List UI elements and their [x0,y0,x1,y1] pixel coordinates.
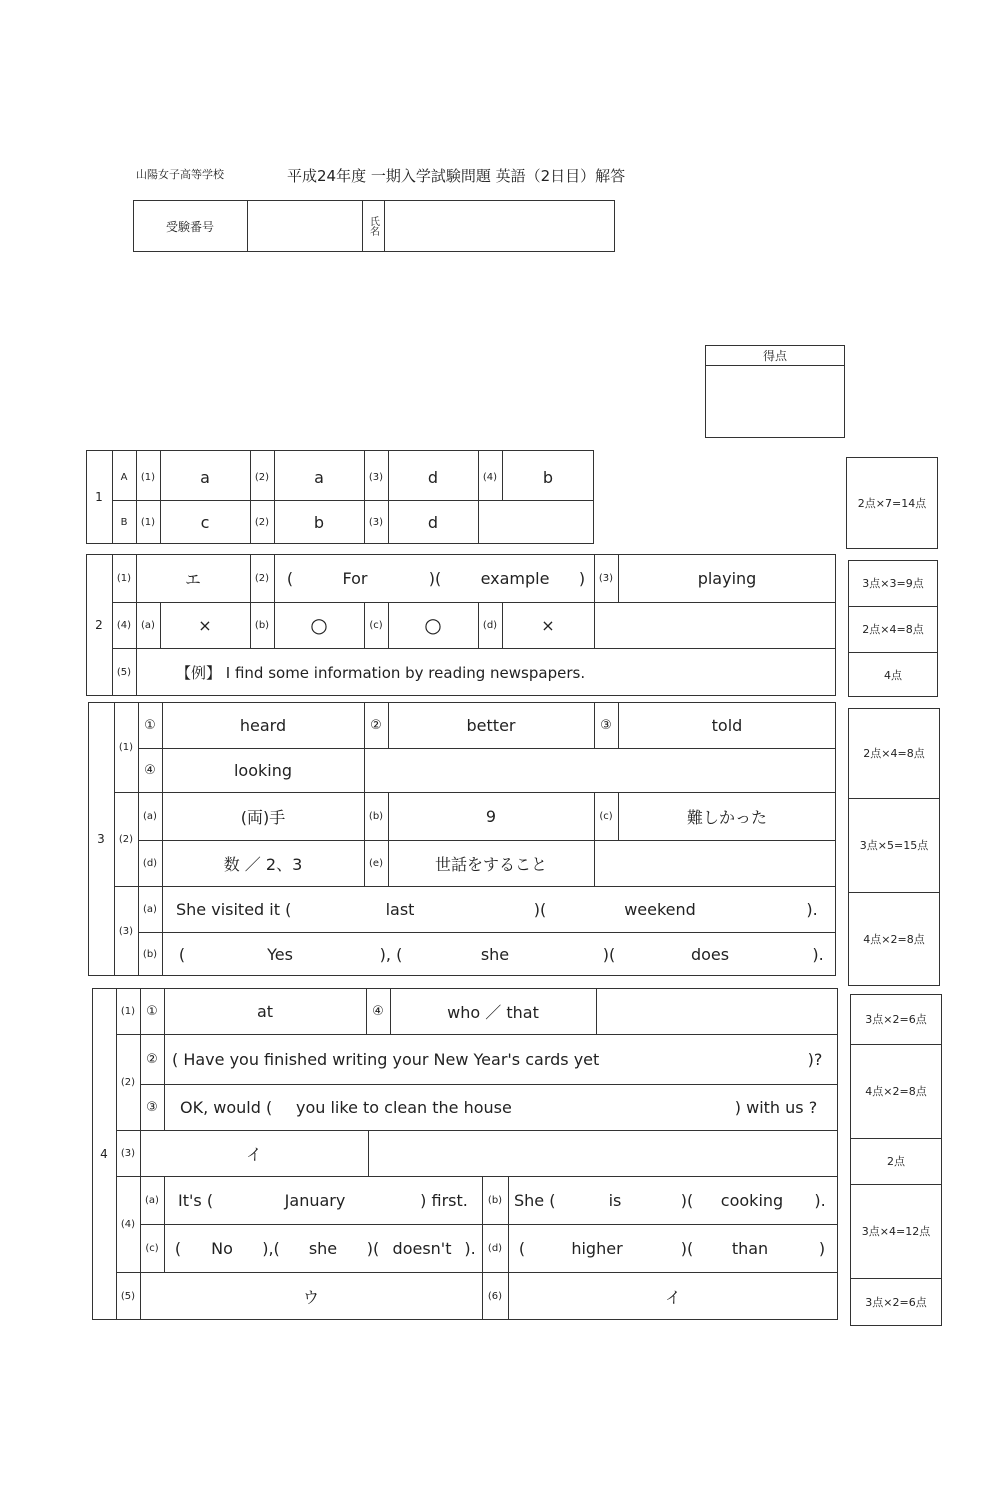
q1-A2-answer[interactable]: a [314,467,324,487]
q3-points-2: 3点×5=15点 [859,839,929,852]
q4-p4d-word2[interactable]: than [731,1238,769,1258]
q3-p3a-label: (a) [143,903,157,915]
q4-p4a-end: ) first. [420,1190,468,1210]
q4-points-3: 2点 [887,1155,905,1168]
q2-number: 2 [95,618,103,632]
q3-p2-item-label: (c) [599,810,613,822]
q1-B2-answer[interactable]: b [313,512,325,532]
q3-p2-label: (2) [118,833,134,845]
q3-p1-label: (1) [118,741,134,753]
score-field[interactable] [706,366,844,437]
q3-p1-item-label: ③ [600,717,612,733]
q4-points-5: 3点×2=6点 [865,1296,927,1309]
q3-p3b-mid2: )( [602,944,616,964]
q4-p2b-end: ) with us ? [734,1097,818,1117]
q4-p6-label: (6) [487,1290,503,1302]
q4-p4c-word3[interactable]: doesn't [392,1238,452,1258]
q4-p4a-prefix: It's ( [178,1190,214,1210]
q4-p1-label: (1) [120,1005,136,1017]
q4-p4c-word1[interactable]: No [211,1238,233,1258]
q4-p2-label: (2) [120,1076,136,1088]
q2-p5-label: (5) [116,666,132,678]
q1-A3-answer[interactable]: d [427,467,439,487]
q4-p4c-mid1: ),( [262,1238,280,1258]
q4-p4-label: (4) [120,1218,136,1230]
q3-p3-label: (3) [118,925,134,937]
q2-p4-item-label: (c) [369,619,383,631]
q4-p4c-end: ). [464,1238,476,1258]
q3-p3b-word3[interactable]: does [690,944,730,964]
q3-p1-2-answer[interactable]: better [466,715,516,735]
q4-p2b-prefix: OK, would ( [180,1097,273,1117]
q2-p4-item-label: (d) [482,619,498,631]
q3-p3b-word2[interactable]: she [480,944,510,964]
q4-p4b-mid: )( [680,1190,694,1210]
q1-A-item-label: (1) [140,471,156,483]
q4-p2a-end: )? [807,1049,823,1069]
q4-p4c-mid2: )( [366,1238,380,1258]
q3-p3a-prefix: She visited it ( [176,899,292,919]
q4-p1-1-answer[interactable]: at [256,1001,274,1021]
q4-p1-item-label: ① [146,1003,158,1019]
q4-p4c-open: ( [174,1238,182,1258]
q3-p1-item-label: ② [370,717,382,733]
q4-p4d-open: ( [518,1238,526,1258]
q2-points-1: 3点×3=9点 [862,577,924,590]
q2-p4-item-label: (b) [254,619,270,631]
q4-p5-label: (5) [120,1290,136,1302]
page-title: 平成24年度 一期入学試験問題 英語（2日目）解答 [287,167,626,185]
q2-p2-word1[interactable]: For [342,568,368,588]
q3-points-3: 4点×2=8点 [863,933,925,946]
name-field[interactable] [385,201,614,251]
q4-p4b-prefix: She ( [514,1190,556,1210]
q2-p2-label: (2) [254,572,270,584]
score-label: 得点 [762,348,787,363]
q2-points-2: 2点×4=8点 [862,623,924,636]
q1-B3-answer[interactable]: d [427,512,439,532]
q1-A-item-label: (4) [482,471,498,483]
q4-p6-answer[interactable]: イ [664,1287,681,1307]
q4-p4b-label: (b) [487,1194,503,1206]
q3-p1-3-answer[interactable]: told [711,715,743,735]
q4-p4d-label: (d) [487,1242,503,1254]
q1-B-item-label: (3) [368,516,384,528]
q4-p4c-label: (c) [145,1242,159,1254]
q4-p4b-end: ). [814,1190,826,1210]
q3-p1-item-label: ① [144,717,156,733]
exam-number-label: 受験番号 [165,219,214,234]
q3-p3a-word1[interactable]: last [385,899,415,919]
q2-p2-close-paren: ) [578,568,586,588]
q3-p1-4-answer[interactable]: looking [233,760,293,780]
q4-p2a-label: ② [146,1051,158,1067]
q3-p3b-label: (b) [142,948,158,960]
q1-A1-answer[interactable]: a [200,467,210,487]
q3-p3a-mid: )( [533,899,547,919]
q2-p5-answer[interactable]: 【例】 I find some information by reading newspapers. [176,663,586,682]
q1-number: 1 [95,490,103,504]
q4-p4c-word2[interactable]: she [308,1238,338,1258]
q3-p3b-word1[interactable]: Yes [267,944,293,964]
q3-p3a-end: ). [806,899,818,919]
q3-p1-1-answer[interactable]: heard [239,715,287,735]
q3-p2c-answer[interactable]: 難しかった [686,807,767,827]
school-name: 山陽女子高等学校 [136,168,224,181]
q2-p1-label: (1) [116,572,132,584]
q2-p2-open-paren: ( [286,568,294,588]
q4-points-2: 4点×2=8点 [865,1085,927,1098]
q4-p4d-word1[interactable]: higher [571,1238,623,1258]
q3-p2a-answer[interactable]: (両)手 [240,807,286,827]
q2-p4d-answer[interactable]: × [541,615,555,635]
q4-p5-answer[interactable]: ウ [302,1287,319,1307]
q3-p2b-answer[interactable]: 9 [485,806,497,826]
q1-A-label: A [120,471,128,483]
q4-number: 4 [100,1147,108,1161]
q3-p2e-answer[interactable]: 世話をすること [434,854,547,874]
q2-p4-item-label: (a) [141,619,155,631]
q3-p3a-word2[interactable]: weekend [624,899,696,919]
q2-p3-label: (3) [598,572,614,584]
q1-points: 2点×7=14点 [857,497,927,510]
q4-p4d-end: ) [818,1238,826,1258]
q3-p3b-end: ). [812,944,824,964]
q2-p4-label: (4) [116,619,132,631]
q3-p2-item-label: (d) [142,857,158,869]
q1-A-item-label: (3) [368,471,384,483]
q1-B-label: B [120,516,128,528]
q1-B-item-label: (1) [140,516,156,528]
q1-A-item-label: (2) [254,471,270,483]
q4-p3-answer[interactable]: イ [245,1144,262,1164]
q4-p4b-word2[interactable]: cooking [720,1190,784,1210]
q2-p2-word2[interactable]: example [480,568,550,588]
q4-p4a-word1[interactable]: January [284,1190,346,1210]
q2-p4a-answer[interactable]: × [198,615,212,635]
q3-p3b-mid1: ), ( [379,944,403,964]
q1-B1-answer[interactable]: c [200,512,210,532]
q4-p4d-mid: )( [680,1238,694,1258]
q4-p1-4-answer[interactable]: who ／ that [447,1002,539,1022]
q1-B-item-label: (2) [254,516,270,528]
q4-p2b-answer[interactable]: you like to clean the house [296,1097,512,1117]
q2-p1-answer[interactable]: エ [184,569,201,589]
q2-p2-mid-paren: )( [428,568,442,588]
q3-p3b-open: ( [178,944,186,964]
q3-p1-item-label: ④ [144,762,156,778]
q1-A4-answer[interactable]: b [542,467,554,487]
q3-number: 3 [97,832,105,846]
q2-p3-answer[interactable]: playing [697,568,757,588]
q4-p4b-word1[interactable]: is [608,1190,622,1210]
q2-p4c-answer[interactable]: ○ [424,613,442,637]
q3-points-1: 2点×4=8点 [863,747,925,760]
q2-p4b-answer[interactable]: ○ [310,613,328,637]
q4-p4a-label: (a) [145,1194,159,1206]
q4-points-1: 3点×2=6点 [865,1013,927,1026]
q4-points-4: 3点×4=12点 [861,1225,931,1238]
q4-p1-item-label: ④ [372,1003,384,1019]
q2-points-3: 4点 [884,668,902,682]
q3-p2-item-label: (a) [143,810,157,822]
q4-p3-label: (3) [120,1147,136,1159]
q4-p2a-answer[interactable]: ( Have you finished writing your New Year's cards yet [172,1049,600,1069]
q3-p2-item-label: (b) [368,810,384,822]
q3-p2d-answer[interactable]: 数 ／ 2、3 [223,854,303,874]
name-label: 氏名 [367,216,379,236]
exam-number-field[interactable] [248,201,361,251]
q4-p2b-label: ③ [146,1099,158,1115]
q3-p2-item-label: (e) [369,857,383,869]
